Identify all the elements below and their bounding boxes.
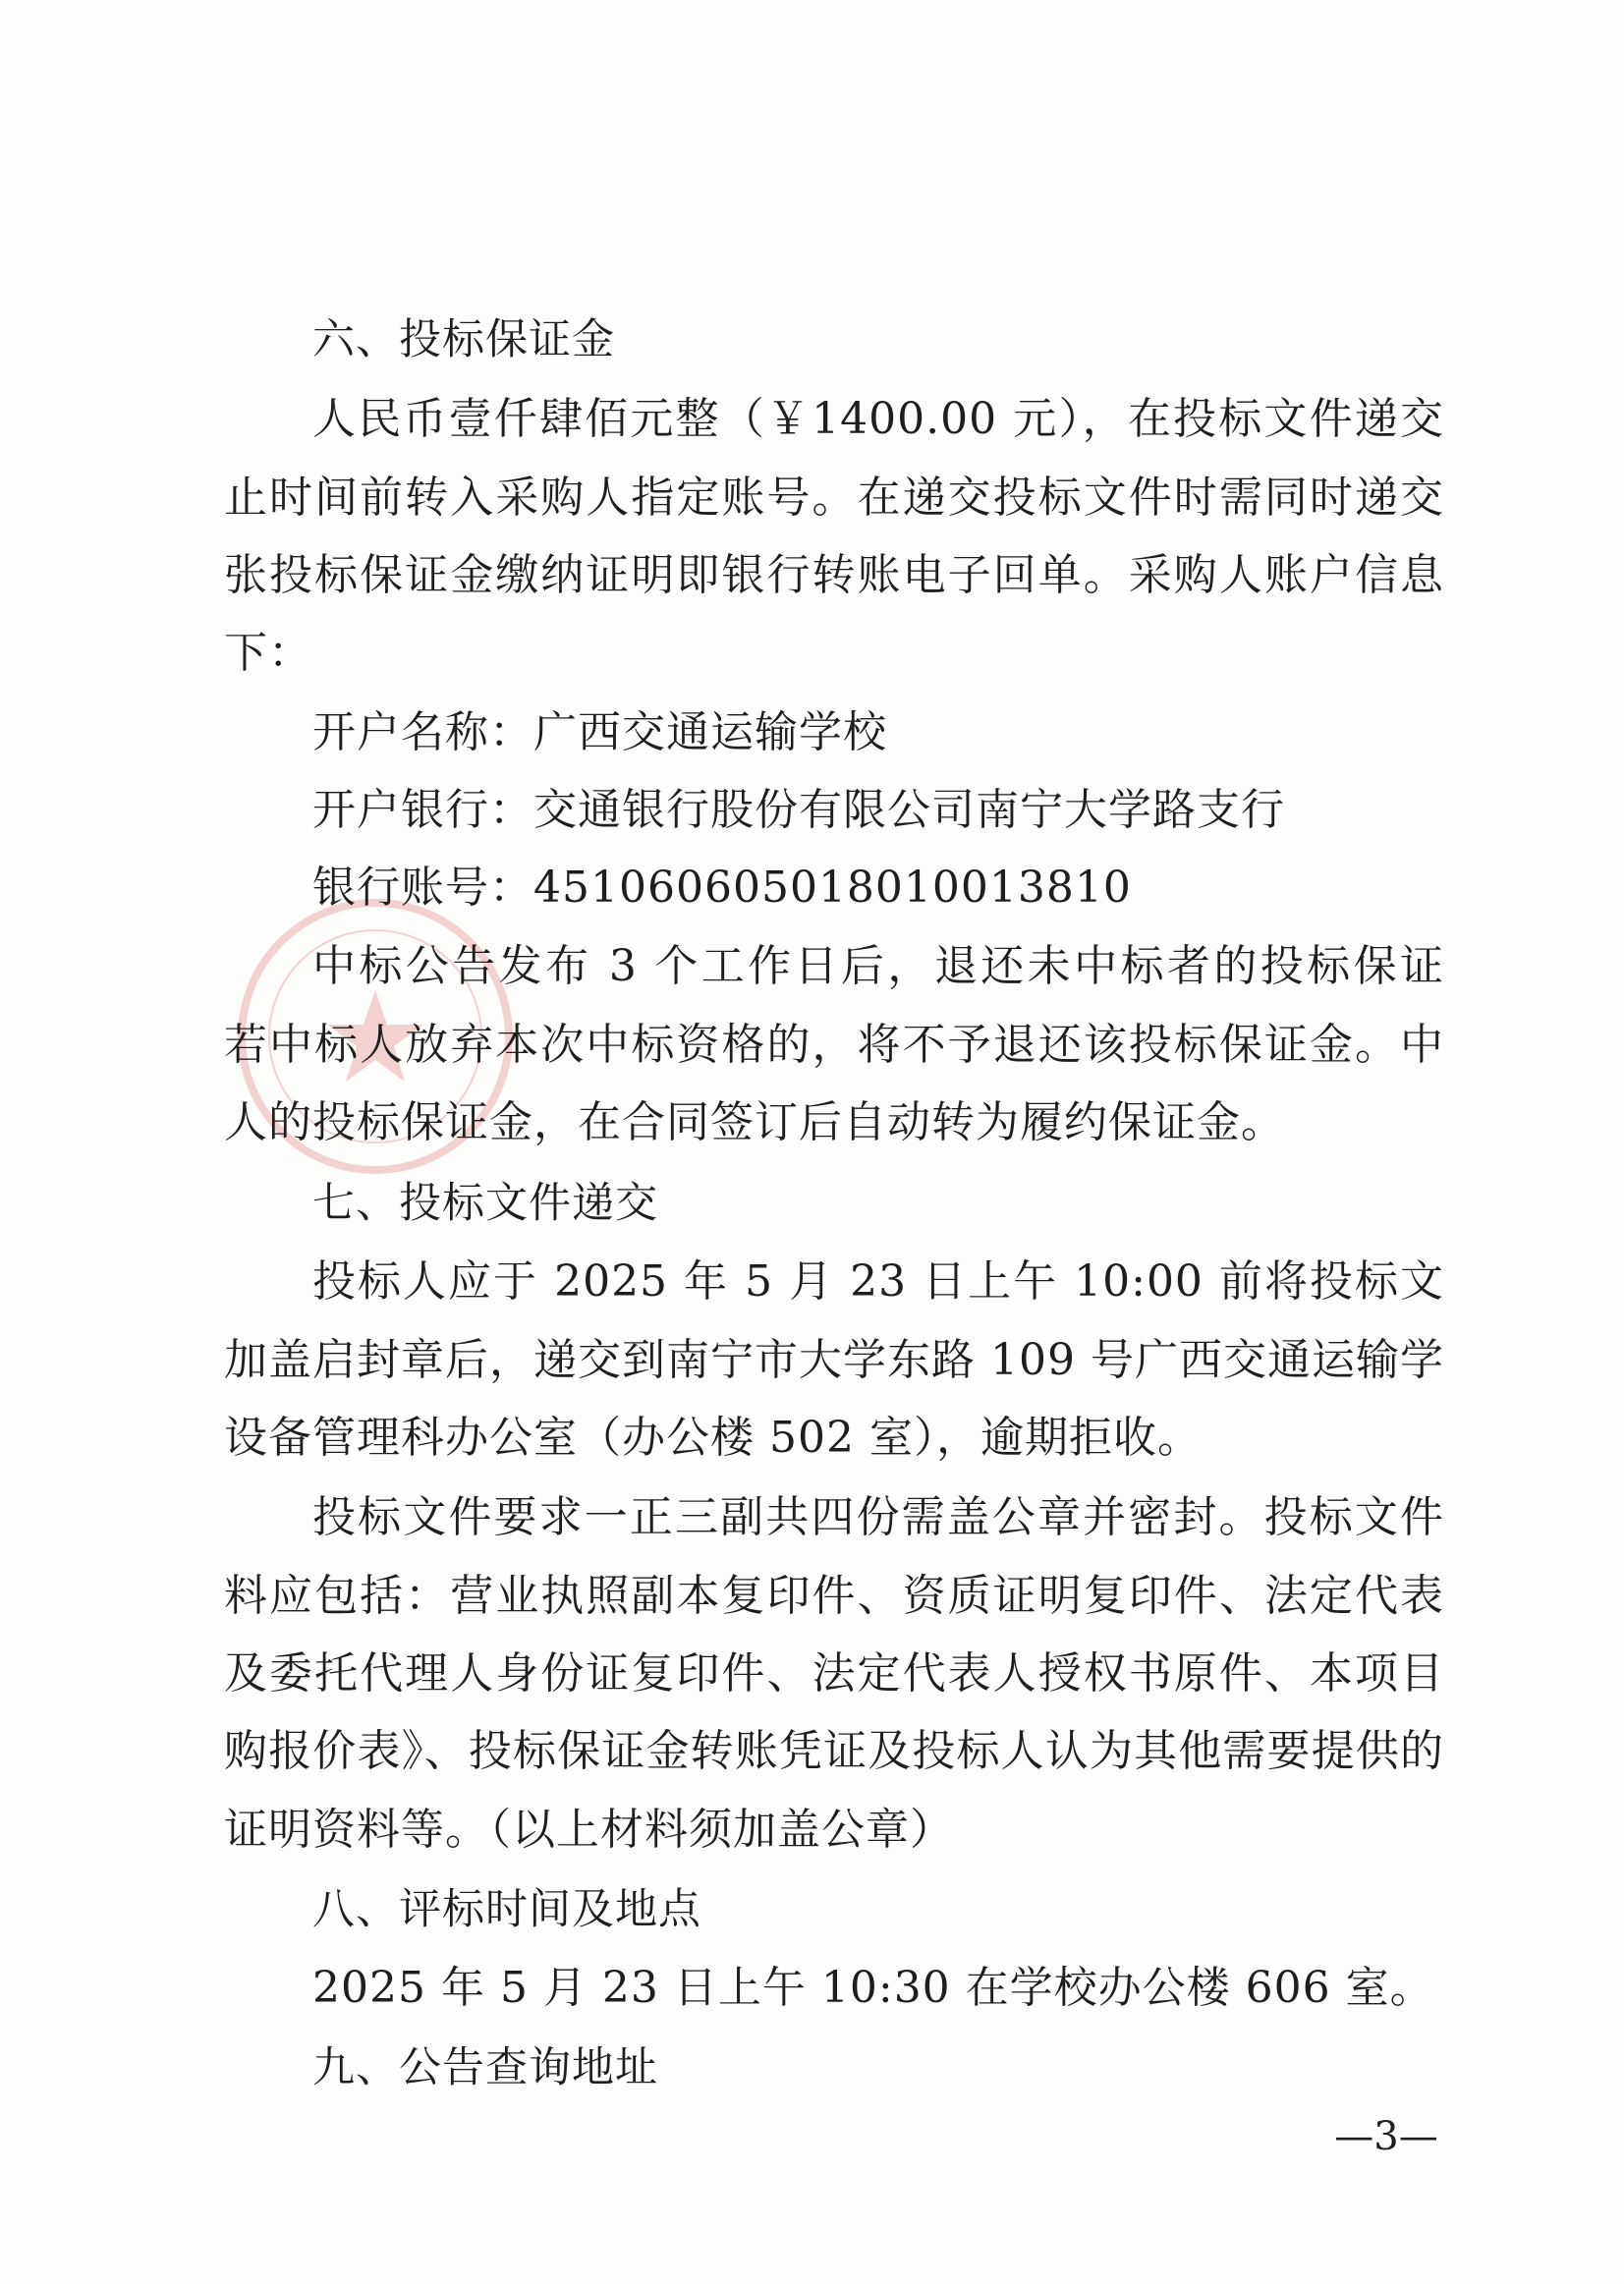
evaluation-line: 2025 年 5 月 23 日上午 10:30 在学校办公楼 606 室。 — [312, 1963, 1434, 2013]
account-name: 开户名称：广西交通运输学校 — [312, 707, 887, 757]
refund-line-2: 若中标人放弃本次中标资格的，将不予退还该投标保证金。中 — [224, 1020, 1444, 1070]
section-9-heading: 九、公告查询地址 — [312, 2043, 658, 2092]
refund-line-3: 人的投标保证金，在合同签订后自动转为履约保证金。 — [224, 1097, 1285, 1147]
refund-line-1: 中标公告发布 3 个工作日后，退还未中标者的投标保证 — [312, 941, 1444, 991]
materials-line-5: 证明资料等。（以上材料须加盖公章） — [224, 1805, 954, 1855]
section-6-line-1: 人民币壹仟肆佰元整（￥1400.00 元），在投标文件递交 — [312, 394, 1444, 444]
submission-line-1: 投标人应于 2025 年 5 月 23 日上午 10:00 前将投标文 — [312, 1256, 1444, 1307]
materials-line-2: 料应包括：营业执照副本复印件、资质证明复印件、法定代表 — [224, 1571, 1444, 1621]
section-6-line-4: 下： — [224, 628, 312, 678]
materials-line-3: 及委托代理人身份证复印件、法定代表人授权书原件、本项目 — [224, 1648, 1444, 1699]
materials-line-4: 购报价表》、投标保证金转账凭证及投标人认为其他需要提供的 — [224, 1726, 1444, 1776]
section-6-line-2: 止时间前转入采购人指定账号。在递交投标文件时需同时递交 — [224, 473, 1444, 523]
section-6-heading: 六、投标保证金 — [312, 315, 615, 364]
submission-line-2: 加盖启封章后，递交到南宁市大学东路 109 号广西交通运输学 — [224, 1335, 1444, 1385]
section-6-line-3: 张投标保证金缴纳证明即银行转账电子回单。采购人账户信息 — [224, 550, 1444, 600]
page-number: —3— — [1334, 2114, 1438, 2159]
account-number: 银行账号：451060605018010013810 — [312, 863, 1132, 913]
materials-line-1: 投标文件要求一正三副共四份需盖公章并密封。投标文件 — [312, 1492, 1444, 1542]
submission-line-3: 设备管理科办公室（办公楼 502 室），逾期拒收。 — [224, 1413, 1202, 1463]
section-7-heading: 七、投标文件递交 — [312, 1179, 658, 1228]
section-8-heading: 八、评标时间及地点 — [312, 1885, 701, 1934]
account-bank: 开户银行：交通银行股份有限公司南宁大学路支行 — [312, 785, 1285, 835]
